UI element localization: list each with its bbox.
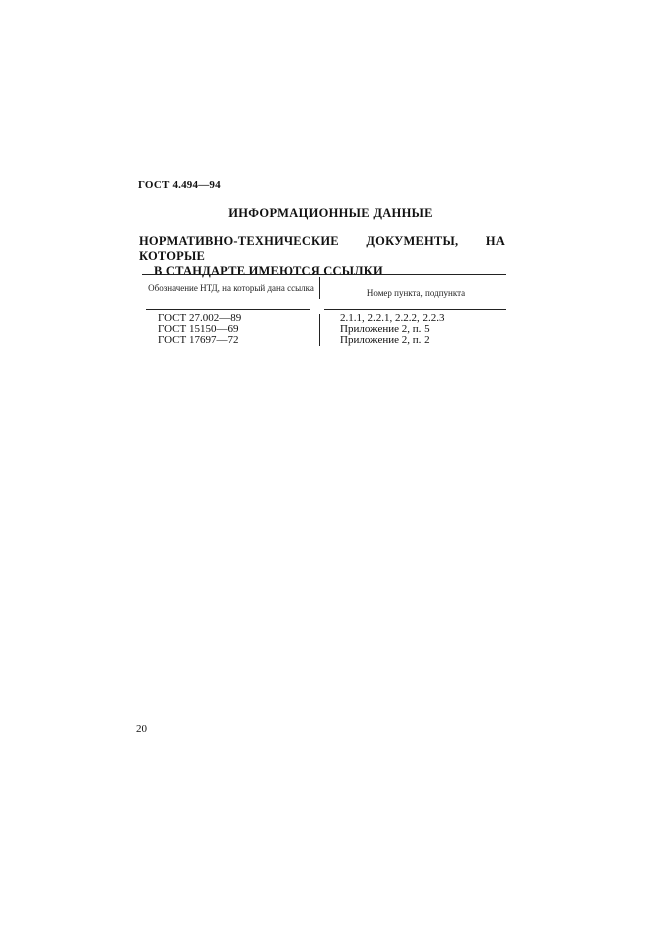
column-header-designation: Обозначение НТД, на который дана ссылка bbox=[148, 283, 314, 293]
section-title: ИНФОРМАЦИОННЫЕ ДАННЫЕ bbox=[228, 206, 433, 220]
table-header-rule-right bbox=[324, 309, 506, 310]
table-header-rule-left bbox=[146, 309, 310, 310]
table-cell-clause: Приложение 2, п. 5 bbox=[340, 323, 430, 335]
table-top-rule bbox=[142, 274, 506, 275]
document-code: ГОСТ 4.494—94 bbox=[138, 179, 221, 191]
page-number: 20 bbox=[136, 723, 147, 735]
table-cell-designation: ГОСТ 27.002—89 bbox=[158, 312, 242, 324]
table-cell-designation: ГОСТ 15150—69 bbox=[158, 323, 239, 335]
subtitle-line-2: В СТАНДАРТЕ ИМЕЮТСЯ ССЫЛКИ bbox=[154, 264, 383, 278]
section-subtitle bbox=[139, 234, 505, 279]
table-header-divider bbox=[319, 277, 320, 299]
subtitle-line-1: НОРМАТИВНО-ТЕХНИЧЕСКИЕ ДОКУМЕНТЫ, НА КОТОРЫЕ bbox=[139, 234, 505, 263]
column-header-clause: Номер пункта, подпункта bbox=[366, 288, 466, 298]
clause-column bbox=[340, 313, 445, 346]
table-cell-designation: ГОСТ 17697—72 bbox=[158, 334, 239, 346]
designation-column bbox=[158, 313, 241, 346]
table-body-divider bbox=[319, 314, 320, 346]
table-cell-clause: Приложение 2, п. 2 bbox=[340, 334, 430, 346]
table-cell-clause: 2.1.1, 2.2.1, 2.2.2, 2.2.3 bbox=[340, 312, 445, 324]
